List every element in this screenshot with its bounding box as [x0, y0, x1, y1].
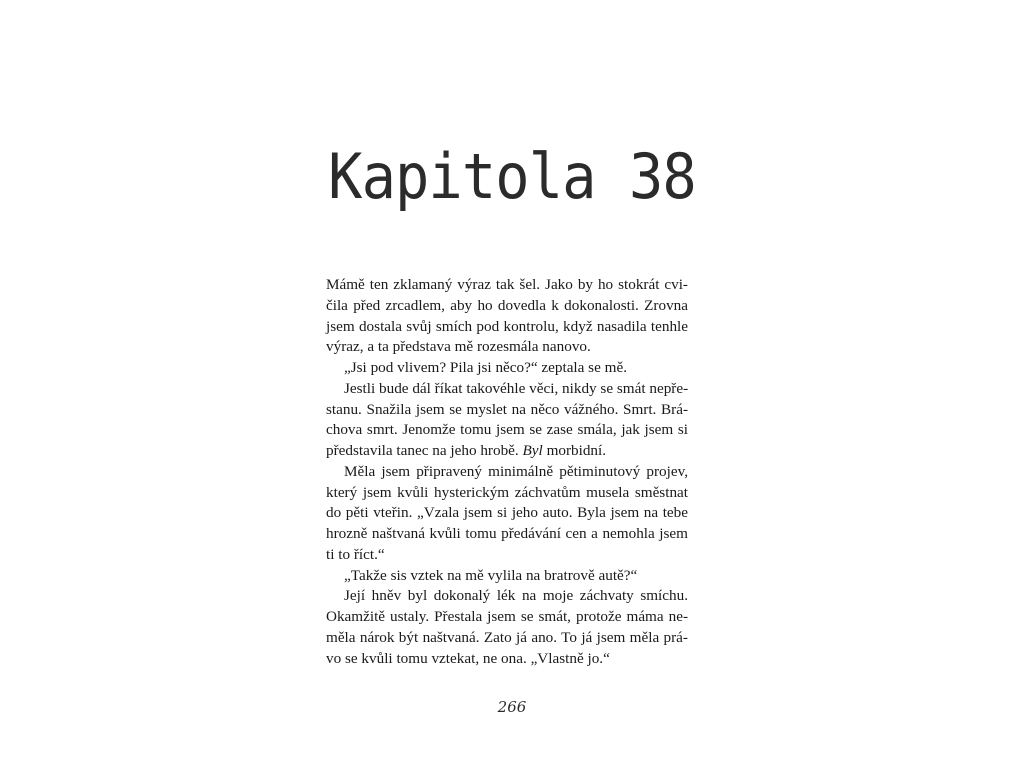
text-line: výraz, a ta představa mě rozesmála nanovo. — [326, 338, 591, 356]
text-line: do pěti vteřin. „Vzala jsem si jeho auto. Byla jsem na tebe — [326, 504, 688, 522]
text-line: jsem dostala svůj smích pod kontrolu, když nasadila tenhle — [326, 317, 688, 335]
body-text — [326, 275, 688, 669]
text-line: Její hněv byl dokonalý lék na moje záchvaty smíchu. — [344, 587, 688, 605]
text-line: čila před zrcadlem, aby ho dovedla k dokonalosti. Zrovna — [326, 296, 688, 314]
text-line: chova smrt. Jenomže tomu jsem se zase smála, jak jsem si — [326, 421, 688, 439]
text-line: vo se kvůli tomu vztekat, ne ona. „Vlastně jo.“ — [326, 649, 610, 667]
text-line: stanu. Snažila jsem se myslet na něco vážného. Smrt. Brá- — [326, 400, 688, 418]
page-number: 266 — [497, 698, 527, 716]
text-line: Mámě ten zklamaný výraz tak šel. Jako by ho stokrát cvi- — [326, 276, 688, 293]
text-line: Měla jsem připravený minimálně pětiminutový projev, — [344, 462, 688, 480]
text-line: představila tanec na jeho hrobě. Byl morbidní. — [326, 442, 607, 459]
text-line: který jsem kvůli hysterickým záchvatům musela směstnat — [326, 483, 688, 501]
text-line: Jestli bude dál říkat takovéhle věci, nikdy se smát nepře- — [344, 379, 689, 397]
text-line: „Jsi pod vlivem? Pila jsi něco?“ zeptala se mě. — [344, 359, 627, 376]
chapter-title: Kapitola 38 — [328, 140, 696, 213]
text-line: hrozně naštvaná kvůli tomu předávání cen a nemohla jsem — [326, 525, 688, 542]
text-line: ti to říct.“ — [326, 545, 385, 563]
text-line: „Takže sis vztek na mě vylila na bratrově autě?“ — [344, 566, 638, 584]
text-line: Okamžitě ustaly. Přestala jsem se smát, protože máma ne- — [326, 608, 688, 625]
text-line: měla nárok být naštvaná. Zato já ano. To já jsem měla prá- — [326, 628, 688, 646]
